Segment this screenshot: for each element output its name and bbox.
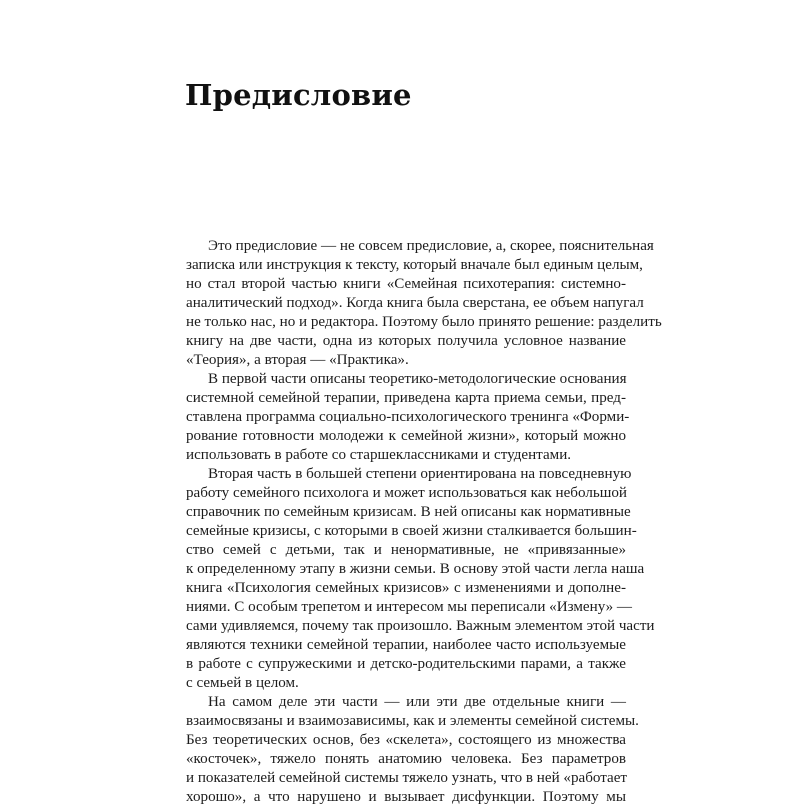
- paragraph: [186, 370, 630, 465]
- body-text: [186, 237, 662, 807]
- text-line: в работе с супружескими и детско-родительскими парами, а также: [186, 656, 626, 672]
- text-line: системной семейной терапии, приведена карта приема семьи, пред-: [186, 390, 626, 406]
- text-line: использовать в работе со старшеклассниками и студентами.: [186, 447, 572, 463]
- text-line: Вторая часть в большей степени ориентирована на повседневную: [208, 466, 632, 482]
- text-line: Это предисловие — не совсем предисловие, а, скорее, пояснительная: [208, 238, 654, 254]
- text-line: к определенному этапу в жизни семьи. В основу этой части легла наша: [186, 561, 645, 577]
- text-line: но стал второй частью книги «Семейная психотерапия: системно-: [186, 276, 626, 292]
- text-line: и показателей семейной системы тяжело узнать, что в ней «работает: [186, 770, 628, 786]
- text-line: «Теория», а вторая — «Практика».: [186, 352, 409, 368]
- page-title: Предисловие: [185, 78, 412, 112]
- text-line: хорошо», а что нарушено и вызывает дисфункции. Поэтому мы: [186, 789, 626, 805]
- text-line: не только нас, но и редактора. Поэтому было принято решение: разделить: [186, 314, 662, 330]
- paragraph: [186, 237, 662, 370]
- text-line: с семьей в целом.: [186, 675, 299, 691]
- text-line: являются техники семейной терапии, наиболее часто используемые: [186, 637, 626, 653]
- text-line: записка или инструкция к тексту, который вначале был единым целым,: [186, 257, 643, 273]
- text-line: На самом деле эти части — или эти две отдельные книги —: [208, 694, 626, 710]
- text-line: В первой части описаны теоретико-методологические основания: [208, 371, 627, 387]
- text-line: книгу на две части, одна из которых получила условное название: [186, 333, 626, 349]
- text-line: взаимосвязаны и взаимозависимы, как и элементы семейной системы.: [186, 713, 639, 729]
- text-line: сами удивляемся, почему так произошло. Важным элементом этой части: [186, 618, 655, 634]
- text-line: книга «Психология семейных кризисов» с изменениями и дополне-: [186, 580, 626, 596]
- text-line: Без теоретических основ, без «скелета», состоящего из множества: [186, 732, 626, 748]
- text-line: ставлена программа социально-психологического тренинга «Форми-: [186, 409, 630, 425]
- text-line: аналитический подход». Когда книга была сверстана, ее объем напугал: [186, 295, 644, 311]
- text-line: ниями. С особым трепетом и интересом мы переписали «Измену» —: [186, 599, 633, 615]
- text-line: семейные кризисы, с которыми в своей жизни сталкивается большин-: [186, 523, 637, 539]
- paragraph: [186, 465, 655, 693]
- paragraph: [186, 693, 639, 807]
- text-line: ство семей с детьми, так и ненормативные, не «привязанные»: [186, 542, 626, 558]
- text-line: рование готовности молодежи к семейной жизни», который можно: [186, 428, 626, 444]
- text-line: работу семейного психолога и может использоваться как небольшой: [186, 485, 627, 501]
- text-line: справочник по семейным кризисам. В ней описаны как нормативные: [186, 504, 631, 520]
- text-line: «косточек», тяжело понять анатомию человека. Без параметров: [186, 751, 626, 767]
